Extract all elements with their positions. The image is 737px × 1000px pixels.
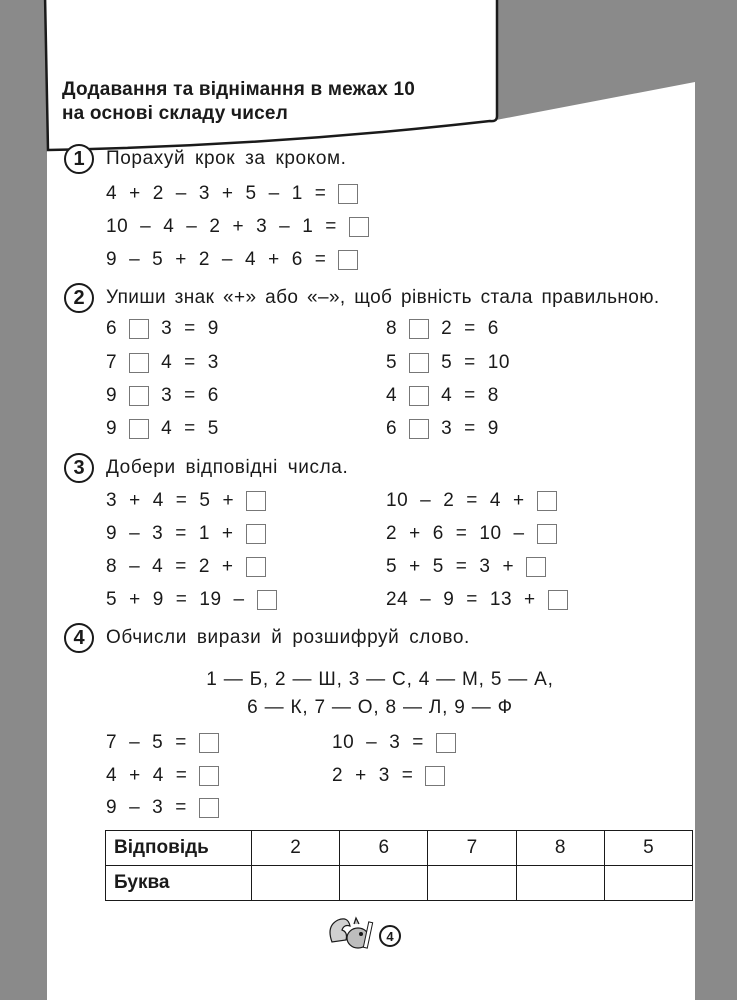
equation-token: = <box>175 589 188 610</box>
answer-box[interactable] <box>129 386 149 406</box>
answer-box[interactable] <box>199 766 219 786</box>
equation-token: – <box>129 797 141 818</box>
equation-token: 5 <box>386 352 398 373</box>
equation-token: 4 <box>386 385 398 406</box>
equation-row <box>106 183 358 205</box>
equation-token: 9 <box>106 385 118 406</box>
equation-row <box>106 490 266 512</box>
equation-token: 4 <box>245 249 257 270</box>
equation-row <box>106 589 277 611</box>
equation-token: + <box>502 556 515 577</box>
equation-row <box>386 523 557 545</box>
answer-table <box>105 830 693 901</box>
equation-token: 3 <box>378 765 390 786</box>
equation-token: = <box>455 523 468 544</box>
letter-cell[interactable] <box>340 866 428 901</box>
equation-token: = <box>325 216 337 237</box>
equation-token: – <box>366 732 378 753</box>
equation-token: 8 <box>487 385 499 406</box>
equation-token: 3 <box>441 418 453 439</box>
equation-token: 4 <box>161 418 173 439</box>
equation-token: 6 <box>487 318 499 339</box>
equation-token: + <box>232 216 245 237</box>
task-4-number: 4 <box>64 623 94 653</box>
answer-box[interactable] <box>129 353 149 373</box>
equation-token: 3 <box>161 318 173 339</box>
equation-token: 1 <box>302 216 314 237</box>
equation-token: 8 <box>106 556 118 577</box>
equation-token: 13 <box>489 589 513 610</box>
page-number: 4 <box>379 925 401 947</box>
answer-box[interactable] <box>257 590 277 610</box>
equation-token: 3 <box>207 352 219 373</box>
equation-token: + <box>355 765 367 786</box>
equation-token: + <box>129 183 141 204</box>
equation-token: = <box>175 797 187 818</box>
equation-token: = <box>401 765 414 786</box>
equation-token: = <box>175 556 187 577</box>
equation-token: + <box>409 556 421 577</box>
equation-token: + <box>129 765 141 786</box>
equation-token: – <box>129 249 141 270</box>
equation-token: 4 <box>152 490 164 511</box>
answer-box[interactable] <box>409 319 429 339</box>
equation-token: = <box>466 490 478 511</box>
answer-row-label: Відповідь <box>106 831 252 866</box>
equation-token: 2 <box>443 490 455 511</box>
equation-row <box>386 490 557 512</box>
equation-token: – <box>420 490 432 511</box>
equation-token: = <box>175 765 188 786</box>
equation-token: = <box>175 732 187 753</box>
answer-box[interactable] <box>246 557 266 577</box>
equation-token: 2 <box>152 183 164 204</box>
answer-row <box>106 831 693 866</box>
answer-cell: 5 <box>604 831 692 866</box>
equation-token: = <box>314 183 327 204</box>
squirrel-mascot-icon <box>326 912 378 952</box>
equation-token: 5 <box>245 183 257 204</box>
cipher-legend-line-1: 1 — Б, 2 — Ш, 3 — С, 4 — М, 5 — А, <box>206 669 554 690</box>
equation-row <box>106 765 219 787</box>
answer-box[interactable] <box>425 766 445 786</box>
equation-token: 5 <box>199 490 211 511</box>
equation-token: 6 <box>432 523 444 544</box>
equation-token: 3 <box>198 183 210 204</box>
equation-token: + <box>175 249 187 270</box>
equation-token: 5 <box>106 589 118 610</box>
task-2-number: 2 <box>64 283 94 313</box>
equation-token: = <box>184 418 196 439</box>
equation-token: 9 <box>106 523 118 544</box>
equation-token: 10 <box>479 523 502 544</box>
equation-token: 9 <box>152 589 164 610</box>
equation-row <box>106 418 219 440</box>
equation-token: 5 <box>152 249 164 270</box>
task-4-instruction: Обчисли вирази й розшифруй слово. <box>106 627 470 648</box>
equation-token: 4 <box>161 352 173 373</box>
equation-token: – <box>175 183 187 204</box>
equation-token: 2 <box>198 249 210 270</box>
equation-token: 4 <box>106 765 118 786</box>
equation-token: 3 <box>479 556 491 577</box>
equation-token: + <box>222 490 235 511</box>
equation-row <box>106 216 369 238</box>
equation-token: 9 <box>443 589 455 610</box>
equation-row <box>106 249 358 271</box>
equation-token: 3 <box>256 216 268 237</box>
equation-token: + <box>268 249 280 270</box>
equation-token: 6 <box>386 418 398 439</box>
answer-box[interactable] <box>537 491 557 511</box>
equation-token: 3 <box>106 490 118 511</box>
answer-box[interactable] <box>409 353 429 373</box>
equation-row <box>386 556 546 578</box>
equation-token: = <box>175 490 188 511</box>
equation-token: 5 <box>432 556 444 577</box>
equation-token: 5 <box>152 732 164 753</box>
equation-token: = <box>184 318 196 339</box>
equation-token: – <box>186 216 198 237</box>
equation-token: 4 <box>489 490 501 511</box>
equation-token: 2 <box>332 765 344 786</box>
equation-token: 4 <box>152 765 164 786</box>
answer-box[interactable] <box>436 733 456 753</box>
equation-token: = <box>455 556 468 577</box>
equation-token: 7 <box>106 732 118 753</box>
equation-token: + <box>221 556 234 577</box>
equation-row <box>106 797 219 819</box>
task-1-number: 1 <box>64 144 94 174</box>
equation-token: = <box>464 352 476 373</box>
equation-row <box>106 523 266 545</box>
equation-token: + <box>512 490 525 511</box>
equation-row <box>386 352 510 374</box>
letter-cell[interactable] <box>252 866 340 901</box>
task-3-instruction: Добери відповідні числа. <box>106 457 349 478</box>
equation-token: 5 <box>441 352 453 373</box>
equation-token: 2 <box>386 523 398 544</box>
equation-token: – <box>420 589 432 610</box>
answer-box[interactable] <box>338 184 358 204</box>
equation-token: – <box>221 249 233 270</box>
equation-token: 2 <box>209 216 221 237</box>
equation-token: – <box>129 556 141 577</box>
task-2-instruction: Упиши знак «+» або «–», щоб рівність стала правильною. <box>106 287 660 308</box>
equation-token: 4 <box>152 556 164 577</box>
answer-box[interactable] <box>129 419 149 439</box>
equation-token: 10 <box>487 352 510 373</box>
letter-row-label: Буква <box>106 866 252 901</box>
equation-token: 9 <box>106 418 118 439</box>
equation-token: = <box>464 385 476 406</box>
equation-token: 2 <box>441 318 453 339</box>
equation-token: = <box>464 418 476 439</box>
gray-frame-left <box>0 0 47 1000</box>
equation-token: + <box>129 490 141 511</box>
answer-cell: 6 <box>340 831 428 866</box>
equation-token: – <box>140 216 152 237</box>
answer-box[interactable] <box>199 733 219 753</box>
equation-row <box>386 385 499 407</box>
equation-row <box>332 732 456 754</box>
equation-token: 8 <box>386 318 398 339</box>
equation-token: + <box>221 523 234 544</box>
letter-cell[interactable] <box>428 866 516 901</box>
equation-token: – <box>233 589 245 610</box>
page-title <box>62 78 415 126</box>
equation-token: 4 <box>106 183 118 204</box>
equation-token: 10 <box>332 732 355 753</box>
answer-box[interactable] <box>246 524 266 544</box>
equation-token: + <box>409 523 421 544</box>
equation-token: 5 <box>207 418 219 439</box>
task-3-number: 3 <box>64 453 94 483</box>
equation-token: – <box>513 523 525 544</box>
equation-row <box>106 352 219 374</box>
equation-row <box>106 318 219 340</box>
equation-token: 3 <box>152 797 164 818</box>
equation-row <box>106 385 219 407</box>
answer-box[interactable] <box>129 319 149 339</box>
equation-token: – <box>268 183 280 204</box>
letter-cell[interactable] <box>604 866 692 901</box>
equation-token: 6 <box>291 249 303 270</box>
answer-box[interactable] <box>537 524 557 544</box>
equation-row <box>332 765 445 787</box>
task-1-instruction: Порахуй крок за кроком. <box>106 148 347 169</box>
equation-token: 5 <box>386 556 398 577</box>
answer-box[interactable] <box>246 491 266 511</box>
equation-token: + <box>221 183 234 204</box>
answer-box[interactable] <box>199 798 219 818</box>
equation-token: + <box>524 589 536 610</box>
equation-token: 10 <box>106 216 129 237</box>
equation-row <box>386 589 568 611</box>
equation-token: 3 <box>152 523 164 544</box>
equation-token: 1 <box>291 183 303 204</box>
equation-token: = <box>184 385 196 406</box>
equation-row <box>106 732 219 754</box>
letter-cell[interactable] <box>516 866 604 901</box>
equation-token: = <box>412 732 424 753</box>
answer-box[interactable] <box>526 557 546 577</box>
title-line-1: Додавання та віднімання в межах 10 <box>62 79 416 100</box>
equation-token: 9 <box>487 418 499 439</box>
equation-token: + <box>129 589 141 610</box>
equation-token: – <box>129 732 141 753</box>
equation-token: 4 <box>163 216 175 237</box>
answer-box[interactable] <box>338 250 358 270</box>
title-line-2: на основі складу чисел <box>62 103 288 124</box>
answer-box[interactable] <box>409 386 429 406</box>
answer-box[interactable] <box>349 217 369 237</box>
equation-token: 3 <box>161 385 173 406</box>
equation-token: = <box>175 523 187 544</box>
equation-token: 9 <box>106 797 118 818</box>
answer-box[interactable] <box>409 419 429 439</box>
answer-cell: 7 <box>428 831 516 866</box>
letter-row <box>106 866 693 901</box>
equation-token: 6 <box>207 385 219 406</box>
equation-token: = <box>464 318 476 339</box>
answer-box[interactable] <box>548 590 568 610</box>
equation-token: 1 <box>198 523 210 544</box>
equation-token: 24 <box>386 589 409 610</box>
equation-token: – <box>279 216 291 237</box>
equation-token: = <box>184 352 196 373</box>
equation-token: = <box>466 589 478 610</box>
equation-token: 3 <box>389 732 401 753</box>
answer-cell: 8 <box>516 831 604 866</box>
equation-token: 9 <box>106 249 118 270</box>
equation-token: = <box>314 249 327 270</box>
equation-token: 10 <box>386 490 409 511</box>
equation-token: – <box>129 523 141 544</box>
cipher-legend-line-2: 6 — К, 7 — О, 8 — Л, 9 — Ф <box>247 697 513 718</box>
equation-token: 19 <box>199 589 222 610</box>
equation-token: 9 <box>207 318 219 339</box>
equation-token: 6 <box>106 318 118 339</box>
equation-token: 7 <box>106 352 118 373</box>
equation-row <box>386 418 499 440</box>
title-banner <box>45 0 497 150</box>
equation-row <box>106 556 266 578</box>
answer-cell: 2 <box>252 831 340 866</box>
equation-token: 4 <box>441 385 453 406</box>
equation-token: 2 <box>198 556 210 577</box>
equation-row <box>386 318 499 340</box>
